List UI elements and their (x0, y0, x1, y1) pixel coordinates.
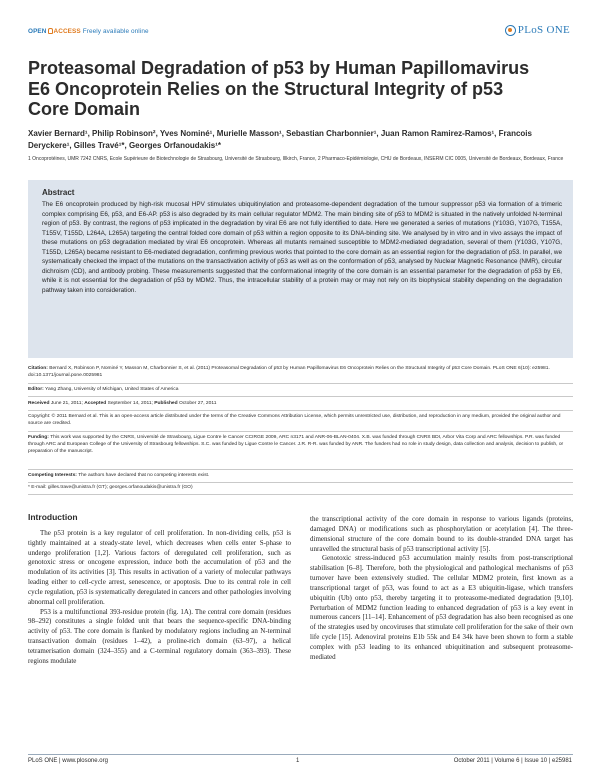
citation-text: Bernard X, Robinson P, Nominé Y, Masson M, Charbonnier S, et al. (2011) Proteasomal Degradation of p53 by Human Papillomavirus E6 Oncoprotein Relies on the Structural Integrity of p53 Core Domain. PLoS ONE 6(10): e25981. doi:10.1371/journal.pone.0025981 (28, 366, 550, 379)
editor-label: Editor: (28, 387, 44, 392)
divider (28, 469, 573, 470)
page-number: 1 (296, 758, 300, 764)
oa-rest: Freely available online (82, 28, 149, 35)
divider (28, 383, 573, 384)
oa-word: ACCESS (53, 28, 81, 35)
funding-text: This work was supported by the CNRS, Université de Strasbourg, Ligue Contre le Cancer CCIRGE 2009, ARC n3171 and ANR-06-BLAN-0404. X.B. was funded through CNRS BDI, Arbor Vita Corp and ARC fellowships. P.R. was funded through ARC and European College of the University of Strasbourg fellowships. S.C. was funded by Ligue Contre le Cancer. J.R. R-R. was funded by ANR. The funders had no role in study design, data collection and analysis, decision to publish, or preparation of the manuscript. (28, 435, 564, 455)
intro-paragraph: the transcriptional activity of the core domain in response to various ligands (proteins, damaged DNA) or modifications such as phosphorylation or acetylation [4]. The three-dimensional structure of the core domain bound to its double-stranded DNA target has unravelled the structural basis of p53 transcriptional activity [5]. (310, 515, 573, 553)
intro-right-column (310, 515, 573, 663)
intro-paragraph: P53 is a multifunctional 393-residue protein (fig. 1A). The central core domain (residues 98–292) constitutes a single folded unit that bears the sequence-specific DNA-binding activity of p53. The core domain is flanked by modulatory regions including an N-terminal transactivation domain (residues 1–42), a proline-rich domain (63–97), a helical tetramerisation domain (324–355) and a C-terminal regulatory domain (363–393). These regions modulate (28, 607, 291, 665)
copyright: Copyright: © 2011 Bernard et al. This is an open-access article distributed under the terms of the Creative Commons Attribution License, which permits unrestricted use, distribution, and reproduction in any medium, provided the original author and source are credited. (28, 414, 561, 427)
open-access-banner (28, 28, 149, 35)
intro-paragraph: The p53 protein is a key regulator of cell proliferation. In non-dividing cells, p53 is tightly maintained at a steady-state level, which decreases when cells enter S-phase to undergo proliferation [1,2]. Various factors of deregulated cell proliferation, such as genotoxic stress or oncogene expression, induce both the accumulation of p53 and the modulation of its activities [3]. This results in activation of a variety of molecular pathways leading either to cell-cycle arrest, senescence, or apoptosis. Due to its central role in cell cycle regulation, p53 is systematically deregulated in cancers and other pathologies involving abnormal cell proliferation. (28, 528, 291, 606)
divider (28, 410, 573, 411)
divider (28, 396, 573, 397)
received-label: Received (28, 401, 50, 406)
plos-logo-icon (505, 25, 516, 36)
competing-text: The authors have declared that no competing interests exist. (78, 473, 210, 478)
oa-label: OPEN (28, 28, 47, 35)
divider (28, 482, 573, 483)
editor-text: Yang Zhang, University of Michigan, United States of America (45, 387, 179, 392)
dates (28, 400, 573, 407)
intro-left-column (28, 513, 291, 667)
journal-logo[interactable] (505, 24, 570, 36)
abstract-text: The E6 oncoprotein produced by high-risk mucosal HPV stimulates ubiquitinylation and proteasome-dependent degradation of the tumour suppressor p53 via formation of a trimeric complex comprising E6, p53, and E6-AP. p53 is also degraded by its main cellular regulator MDM2. The main binding site of p53 to MDM2 is situated in the natively unfolded N-terminal region of p53. By contrast, the regions of p53 implicated in the degradation by viral E6 are not fully identified to date. Here we generated a series of mutations (Y103G, Y107G, T155A, T155V, T155D, L264A, L265A) targeting the central folded core domain of p53 within a region opposite to its DNA-binding site. We analysed by in vitro and in vivo assays the impact of these mutations on p53 degradation mediated by viral E6 oncoprotein. Whereas all mutants remained susceptible to MDM2-mediated degradation, several of them (Y103G, Y107G, T155D, L265A) became resistant to E6-mediated degradation, confirming previous works that pointed to the core domain as an essential region for the degradation of p53. In parallel, we systematically checked the impact of the mutations on the transactivation activity of p53 as well as on the conformation of p53, analysed by Nuclear Magnetic Resonance (NMR), circular dichroism (CD), and antibody probing. These measurements suggested that the conformational integrity of the core domain is an essential parameter for the degradation of p53 by E6, while it is not essential for the degradation of p53 by MDM2. Thus, the intracellular stability of a protein may or may not rely on its biophysical stability depending on the degradation pathway taken into consideration. (42, 201, 562, 294)
accepted-label: Accepted (84, 401, 107, 406)
email-link[interactable]: * E-mail: gilles.trave@unistra.fr (GT); georges.orfanoudakis@unistra.fr (GO) (28, 485, 193, 490)
funding (28, 434, 573, 456)
citation (28, 365, 573, 379)
author-list: Xavier Bernard¹, Philip Robinson², Yves Nominé¹, Murielle Masson¹, Sebastian Charbonnier¹, Juan Ramon Ramirez-Ramos¹, Francois Deryckere¹, Gilles Travé¹*, Georges Orfanoudakis¹* (28, 129, 532, 150)
intro-paragraph: Genotoxic stress-induced p53 accumulation mainly results from post-transcriptional stabilisation [6–8]. Therefore, both the physiological and pathological mechanisms of p53 turnover have been extensively studied. The cellular MDM2 protein, first known as a transcriptional target of p53, was found to act as a E3 ubiquitin-ligase, which transfers ubiquitin (Ub) onto p53, thereby targeting it to proteasome-mediated degradation [9,10]. Perturbation of MDM2 function leading to enhanced degradation of p53 is a key event in numerous cancers [11–14]. Enhancement of p53 degradation has also been recognised as one of the strategies used by oncoviruses that stimulate cell proliferation for the sake of their own life cycle [15]. Adenoviral proteins E1b 55k and E4 34k have been shown to form a stable complex with p53 leading to its enhanced ubiquitination and subsequent proteasome-mediated (310, 554, 573, 661)
affiliations: 1 Oncoprotéines, UMR 7242 CNRS, Ecole Supérieure de Biotechnologie de Strasbourg, Université de Strasbourg, Illkirch, France, 2 Pharmaco-Epidémiologie, CHU de Bordeaux, INSERM CIC 0005, Université de Bordeaux, Bordeaux, France (28, 156, 564, 162)
editor (28, 386, 573, 393)
divider (28, 431, 573, 432)
published-label: Published (154, 401, 178, 406)
competing-label: Competing Interests: (28, 473, 77, 478)
abstract-heading: Abstract (42, 188, 75, 197)
article-title: Proteasomal Degradation of p53 by Human Papillomavirus E6 Oncoprotein Relies on the Structural Integrity of p53 Core Domain (28, 58, 530, 119)
citation-label: Citation: (28, 366, 48, 371)
section-heading-introduction: Introduction (28, 512, 78, 522)
competing-interests (28, 472, 573, 479)
footer-journal[interactable]: PLoS ONE | www.plosone.org (28, 758, 108, 764)
footer-issue: October 2011 | Volume 6 | Issue 10 | e25981 (453, 758, 572, 764)
journal-logo-text: PLoS ONE (517, 24, 570, 36)
published-date: October 27, 2011 (179, 401, 217, 406)
open-lock-icon (48, 28, 53, 34)
footer-divider (28, 754, 573, 755)
funding-label: Funding: (28, 435, 49, 440)
accepted-date: September 14, 2011; (107, 401, 153, 406)
received-date: June 21, 2011; (50, 401, 83, 406)
divider (28, 494, 573, 495)
abstract-box (28, 180, 573, 358)
